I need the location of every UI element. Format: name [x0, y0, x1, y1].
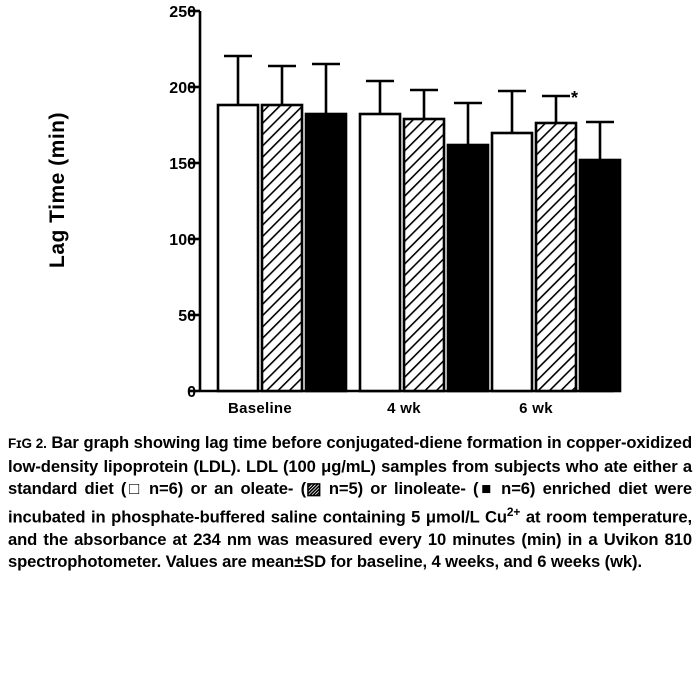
figure-caption	[8, 432, 692, 574]
x-tick-4wk: 4 wk	[387, 400, 421, 417]
caption-fig-label: FɪG 2.	[8, 436, 47, 451]
bar-6wk-standard	[492, 91, 532, 391]
caption-superscript: 2+	[506, 504, 521, 519]
bar-4wk-standard	[360, 81, 400, 391]
y-axis-title: Lag Time (min)	[46, 112, 69, 268]
caption-text-4: mol/L Cu	[435, 507, 507, 527]
caption-text-2: g/mL) samples from subjects who ate either a standard diet (□ n=6) or an oleate- (	[8, 456, 692, 498]
hatched-square-glyph: ▨	[306, 479, 322, 498]
bar-4wk-oleate	[404, 90, 444, 391]
significance-asterisk: *	[571, 88, 579, 108]
bar-6wk-linoleate	[580, 122, 620, 391]
bar-baseline-linoleate	[306, 64, 346, 391]
y-tick-250: 250	[169, 4, 196, 21]
caption-text-1: Bar graph showing lag time before conjugated-diene formation in copper-oxidized low-density lipoprotein (LDL). LDL (100	[8, 433, 692, 476]
caption-mu-1: μ	[321, 456, 332, 476]
x-tick-baseline: Baseline	[227, 400, 293, 417]
bar-6wk-oleate	[536, 96, 576, 391]
y-tick-0: 0	[187, 384, 196, 401]
caption-text-5: at room temperature, and the absorbance at 234 nm was measured every 10 minutes (min) in a Uvikon 810 spectrophotometer. Values are mean±SD for baseline, 4 weeks, and 6 weeks (wk).	[8, 507, 692, 572]
y-tick-100: 100	[169, 232, 196, 249]
y-tick-200: 200	[169, 80, 196, 97]
bar-baseline-oleate	[262, 66, 302, 391]
bar-baseline-standard	[218, 56, 258, 391]
y-tick-50: 50	[178, 308, 196, 325]
caption-mu-2: μ	[425, 507, 436, 527]
bar-4wk-linoleate	[448, 103, 488, 391]
y-tick-150: 150	[169, 156, 196, 173]
x-tick-6wk: 6 wk	[519, 400, 553, 417]
caption-text-3: n=5) or linoleate- (■ n=6) enriched diet were incubated in phosphate-buffered saline containing 5	[8, 479, 692, 527]
